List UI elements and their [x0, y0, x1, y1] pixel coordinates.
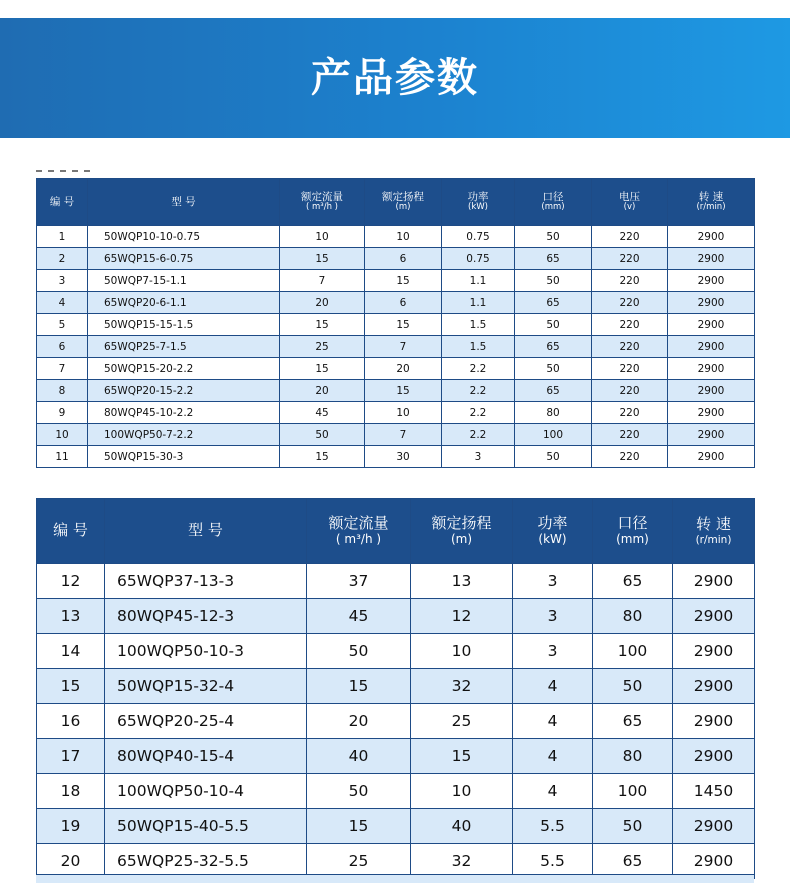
cell-power: 2.2 [442, 380, 515, 402]
header-index: 编 号 [37, 179, 88, 226]
cell-index: 17 [37, 739, 105, 774]
cell-speed: 2900 [673, 844, 755, 879]
cell-model: 65WQP37-13-3 [105, 564, 307, 599]
cell-model: 50WQP15-20-2.2 [88, 358, 280, 380]
cell-power: 1.5 [442, 336, 515, 358]
cell-voltage: 220 [592, 446, 668, 468]
table-row [37, 809, 755, 844]
cell-flow: 20 [307, 704, 411, 739]
cell-voltage: 220 [592, 292, 668, 314]
cell-flow: 40 [307, 739, 411, 774]
cell-head: 7 [365, 336, 442, 358]
cell-power: 2.2 [442, 358, 515, 380]
cell-speed: 2900 [673, 599, 755, 634]
cell-speed: 2900 [668, 336, 755, 358]
cell-index: 13 [37, 599, 105, 634]
cell-flow: 25 [307, 844, 411, 879]
table-row [37, 226, 755, 248]
table-header-row [37, 499, 755, 564]
header-head: 额定扬程 (m) [411, 499, 513, 564]
cell-flow: 15 [280, 314, 365, 336]
table-row [37, 380, 755, 402]
cell-flow: 10 [280, 226, 365, 248]
cell-speed: 2900 [673, 634, 755, 669]
cell-model: 100WQP50-10-4 [105, 774, 307, 809]
cell-power: 1.1 [442, 270, 515, 292]
table-row [37, 248, 755, 270]
cell-index: 2 [37, 248, 88, 270]
cell-index: 4 [37, 292, 88, 314]
cell-power: 3 [442, 446, 515, 468]
cell-model: 50WQP10-10-0.75 [88, 226, 280, 248]
table-row [37, 292, 755, 314]
table-row [37, 270, 755, 292]
cell-flow: 37 [307, 564, 411, 599]
cell-flow: 15 [280, 358, 365, 380]
cell-index: 10 [37, 424, 88, 446]
cell-bore: 80 [515, 402, 592, 424]
cell-head: 20 [365, 358, 442, 380]
header-flow: 额定流量 ( m³/h ) [280, 179, 365, 226]
cell-model: 65WQP20-15-2.2 [88, 380, 280, 402]
table-row [37, 424, 755, 446]
cell-speed: 2900 [673, 809, 755, 844]
header-bore: 口径 (mm) [593, 499, 673, 564]
table-row [37, 358, 755, 380]
cell-power: 3 [513, 634, 593, 669]
page-title: 产品参数 [311, 55, 479, 101]
cell-flow: 7 [280, 270, 365, 292]
header-model: 型 号 [105, 499, 307, 564]
header-speed: 转 速 (r/min) [673, 499, 755, 564]
cell-index: 11 [37, 446, 88, 468]
cell-bore: 65 [593, 704, 673, 739]
cell-voltage: 220 [592, 358, 668, 380]
cell-flow: 45 [280, 402, 365, 424]
title-banner [0, 18, 790, 138]
cell-voltage: 220 [592, 402, 668, 424]
cell-head: 15 [365, 314, 442, 336]
cell-flow: 50 [307, 634, 411, 669]
cell-model: 80WQP40-15-4 [105, 739, 307, 774]
cell-speed: 2900 [668, 402, 755, 424]
cell-index: 1 [37, 226, 88, 248]
cell-index: 16 [37, 704, 105, 739]
cell-bore: 100 [593, 774, 673, 809]
cell-power: 1.1 [442, 292, 515, 314]
header-power: 功率 (kW) [513, 499, 593, 564]
cell-power: 0.75 [442, 248, 515, 270]
cell-voltage: 220 [592, 424, 668, 446]
cell-index: 7 [37, 358, 88, 380]
cell-power: 3 [513, 599, 593, 634]
cell-bore: 80 [593, 599, 673, 634]
header-bore: 口径 (mm) [515, 179, 592, 226]
cell-power: 4 [513, 774, 593, 809]
cell-speed: 2900 [668, 358, 755, 380]
cell-speed: 2900 [668, 446, 755, 468]
cell-flow: 20 [280, 380, 365, 402]
header-speed: 转 速 (r/min) [668, 179, 755, 226]
cell-speed: 2900 [673, 704, 755, 739]
cell-speed: 2900 [668, 270, 755, 292]
cell-power: 0.75 [442, 226, 515, 248]
cell-head: 10 [365, 402, 442, 424]
header-voltage: 电压 (v) [592, 179, 668, 226]
cell-model: 65WQP15-6-0.75 [88, 248, 280, 270]
cell-model: 50WQP7-15-1.1 [88, 270, 280, 292]
table-row [37, 402, 755, 424]
cell-speed: 2900 [668, 226, 755, 248]
table-row [37, 739, 755, 774]
cell-bore: 65 [593, 844, 673, 879]
cell-index: 20 [37, 844, 105, 879]
cell-index: 15 [37, 669, 105, 704]
cell-head: 6 [365, 248, 442, 270]
spec-table-2 [36, 498, 755, 879]
cell-head: 13 [411, 564, 513, 599]
cell-voltage: 220 [592, 226, 668, 248]
cell-power: 5.5 [513, 844, 593, 879]
cell-flow: 50 [280, 424, 365, 446]
cell-flow: 15 [307, 669, 411, 704]
cell-bore: 80 [593, 739, 673, 774]
cell-index: 12 [37, 564, 105, 599]
cell-bore: 100 [515, 424, 592, 446]
cell-model: 65WQP25-7-1.5 [88, 336, 280, 358]
cell-head: 30 [365, 446, 442, 468]
cell-power: 4 [513, 704, 593, 739]
cell-bore: 50 [515, 226, 592, 248]
cell-head: 10 [411, 634, 513, 669]
cell-flow: 15 [307, 809, 411, 844]
cell-voltage: 220 [592, 270, 668, 292]
cell-bore: 65 [515, 380, 592, 402]
table-row [37, 634, 755, 669]
cell-model: 65WQP25-32-5.5 [105, 844, 307, 879]
cell-model: 80WQP45-10-2.2 [88, 402, 280, 424]
cell-head: 15 [411, 739, 513, 774]
cell-model: 100WQP50-10-3 [105, 634, 307, 669]
cell-bore: 65 [593, 564, 673, 599]
cell-head: 15 [365, 380, 442, 402]
cell-head: 32 [411, 669, 513, 704]
cell-model: 50WQP15-40-5.5 [105, 809, 307, 844]
cell-speed: 2900 [673, 564, 755, 599]
table-row [37, 564, 755, 599]
decorative-dots [36, 170, 116, 176]
header-power: 功率 (kW) [442, 179, 515, 226]
cell-speed: 2900 [668, 248, 755, 270]
table-row [37, 336, 755, 358]
cell-flow: 20 [280, 292, 365, 314]
header-model: 型 号 [88, 179, 280, 226]
cell-model: 65WQP20-6-1.1 [88, 292, 280, 314]
cell-speed: 2900 [673, 669, 755, 704]
header-head: 额定扬程 (m) [365, 179, 442, 226]
cell-index: 8 [37, 380, 88, 402]
cell-head: 6 [365, 292, 442, 314]
cell-bore: 50 [515, 446, 592, 468]
table-row [37, 446, 755, 468]
cell-voltage: 220 [592, 248, 668, 270]
cell-power: 1.5 [442, 314, 515, 336]
cell-bore: 50 [593, 809, 673, 844]
cell-bore: 65 [515, 248, 592, 270]
cell-speed: 2900 [668, 424, 755, 446]
cell-flow: 15 [280, 248, 365, 270]
header-flow: 额定流量 ( m³/h ) [307, 499, 411, 564]
cell-head: 10 [365, 226, 442, 248]
cell-index: 19 [37, 809, 105, 844]
cell-index: 14 [37, 634, 105, 669]
cell-power: 2.2 [442, 402, 515, 424]
cell-flow: 25 [280, 336, 365, 358]
cell-speed: 2900 [668, 292, 755, 314]
cell-bore: 50 [515, 314, 592, 336]
cell-head: 10 [411, 774, 513, 809]
table-row [37, 314, 755, 336]
cell-speed: 2900 [668, 380, 755, 402]
cell-model: 100WQP50-7-2.2 [88, 424, 280, 446]
cell-head: 32 [411, 844, 513, 879]
cell-model: 50WQP15-15-1.5 [88, 314, 280, 336]
table-row [37, 704, 755, 739]
cell-bore: 65 [515, 336, 592, 358]
cell-bore: 65 [515, 292, 592, 314]
cell-flow: 45 [307, 599, 411, 634]
cell-bore: 50 [515, 270, 592, 292]
cell-index: 18 [37, 774, 105, 809]
table-row [37, 669, 755, 704]
cell-model: 50WQP15-30-3 [88, 446, 280, 468]
cell-voltage: 220 [592, 336, 668, 358]
table-row [37, 774, 755, 809]
cell-power: 3 [513, 564, 593, 599]
header-index: 编 号 [37, 499, 105, 564]
cell-power: 5.5 [513, 809, 593, 844]
cell-flow: 50 [307, 774, 411, 809]
cell-bore: 100 [593, 634, 673, 669]
cell-voltage: 220 [592, 380, 668, 402]
cell-model: 65WQP20-25-4 [105, 704, 307, 739]
cell-voltage: 220 [592, 314, 668, 336]
table-row [37, 599, 755, 634]
cell-index: 3 [37, 270, 88, 292]
cell-head: 7 [365, 424, 442, 446]
cell-power: 4 [513, 739, 593, 774]
table-header-row [37, 179, 755, 226]
cell-speed: 1450 [673, 774, 755, 809]
cell-index: 6 [37, 336, 88, 358]
cell-model: 80WQP45-12-3 [105, 599, 307, 634]
cell-speed: 2900 [673, 739, 755, 774]
cell-flow: 15 [280, 446, 365, 468]
spec-table-1 [36, 178, 755, 468]
cell-power: 4 [513, 669, 593, 704]
cell-index: 5 [37, 314, 88, 336]
cell-head: 12 [411, 599, 513, 634]
cell-head: 15 [365, 270, 442, 292]
cell-bore: 50 [515, 358, 592, 380]
cell-bore: 50 [593, 669, 673, 704]
cell-speed: 2900 [668, 314, 755, 336]
cell-model: 50WQP15-32-4 [105, 669, 307, 704]
cell-head: 40 [411, 809, 513, 844]
cell-head: 25 [411, 704, 513, 739]
cell-index: 9 [37, 402, 88, 424]
cell-power: 2.2 [442, 424, 515, 446]
